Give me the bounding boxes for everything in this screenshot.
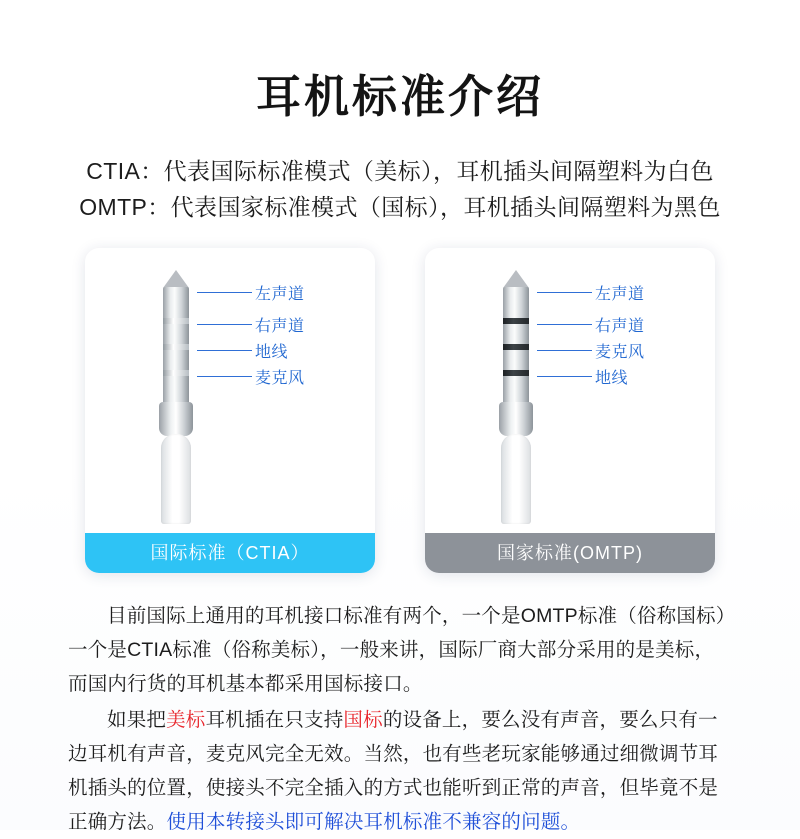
plug-ring-3 [503, 370, 529, 376]
callout-ctia-right-channel: 右声道 [255, 317, 305, 335]
callout-ctia-microphone: 麦克风 [255, 369, 305, 387]
paragraph-compatibility-note [68, 703, 732, 839]
cards-container [0, 248, 800, 573]
plug-ring-2 [503, 344, 529, 350]
paragraph-standards-overview: 目前国际上通用的耳机接口标准有两个，一个是OMTP标准（俗称国标）一个是CTIA标准（俗称美标），一般来讲，国际厂商大部分采用的是美标，而国内行货的耳机基本都采用国标接口。 [68, 604, 726, 695]
card-ctia-body [85, 248, 375, 533]
callout-ctia-ground: 地线 [255, 343, 289, 361]
highlight-national-standard: 国标 [343, 708, 383, 731]
plug-cable [161, 434, 191, 524]
text-segment-c: 的设备上，要么没有声音，要么只有一边耳机有声音，麦克风完全无效。当然，也有些老玩家能够通过细微调节耳机插头的位置，使接头不完全插入的方式也能听到正常的声音，但毕竟不是正确方法。 [68, 708, 719, 834]
highlight-us-standard: 美标 [166, 708, 206, 731]
page-title: 耳机标准介绍 [255, 71, 544, 123]
card-ctia-footer-label: 国际标准（CTIA） [85, 533, 375, 573]
callout-omtp-right-channel: 右声道 [595, 317, 645, 335]
text-segment-a: 如果把 [107, 708, 167, 731]
callout-omtp-microphone: 麦克风 [595, 343, 645, 361]
plug-collar [159, 402, 193, 436]
leader-line-2 [537, 324, 592, 325]
card-omtp [425, 248, 715, 573]
leader-line-3 [197, 350, 252, 351]
leader-line-1 [537, 292, 592, 293]
page-root [0, 30, 800, 834]
card-omtp-footer-label: 国家标准(OMTP) [425, 533, 715, 573]
plug-ring-2 [163, 344, 189, 350]
leader-line-4 [197, 376, 252, 377]
subtitle-block [0, 154, 800, 225]
text-segment-b: 耳机插在只支持 [205, 708, 344, 731]
card-ctia [85, 248, 375, 573]
leader-line-2 [197, 324, 252, 325]
plug-ring-1 [503, 318, 529, 324]
subtitle-ctia: CTIA：代表国际标准模式（美标），耳机插头间隔塑料为白色 [86, 158, 714, 185]
plug-illustration-ctia [155, 270, 197, 520]
callout-omtp-ground: 地线 [595, 369, 629, 387]
plug-tip-icon [163, 270, 189, 288]
plug-ring-1 [163, 318, 189, 324]
leader-line-3 [537, 350, 592, 351]
highlight-adapter-solution: 使用本转接头即可解决耳机标准不兼容的问题。 [166, 811, 581, 834]
callout-ctia-left-channel: 左声道 [255, 285, 305, 303]
plug-tip-icon [503, 270, 529, 288]
description-block [68, 599, 732, 839]
leader-line-1 [197, 292, 252, 293]
leader-line-4 [537, 376, 592, 377]
plug-ring-3 [163, 370, 189, 376]
subtitle-omtp: OMTP：代表国家标准模式（国标），耳机插头间隔塑料为黑色 [79, 193, 721, 220]
plug-illustration-omtp [495, 270, 537, 520]
callout-omtp-left-channel: 左声道 [595, 285, 645, 303]
card-omtp-body [425, 248, 715, 533]
plug-collar [499, 402, 533, 436]
plug-cable [501, 434, 531, 524]
